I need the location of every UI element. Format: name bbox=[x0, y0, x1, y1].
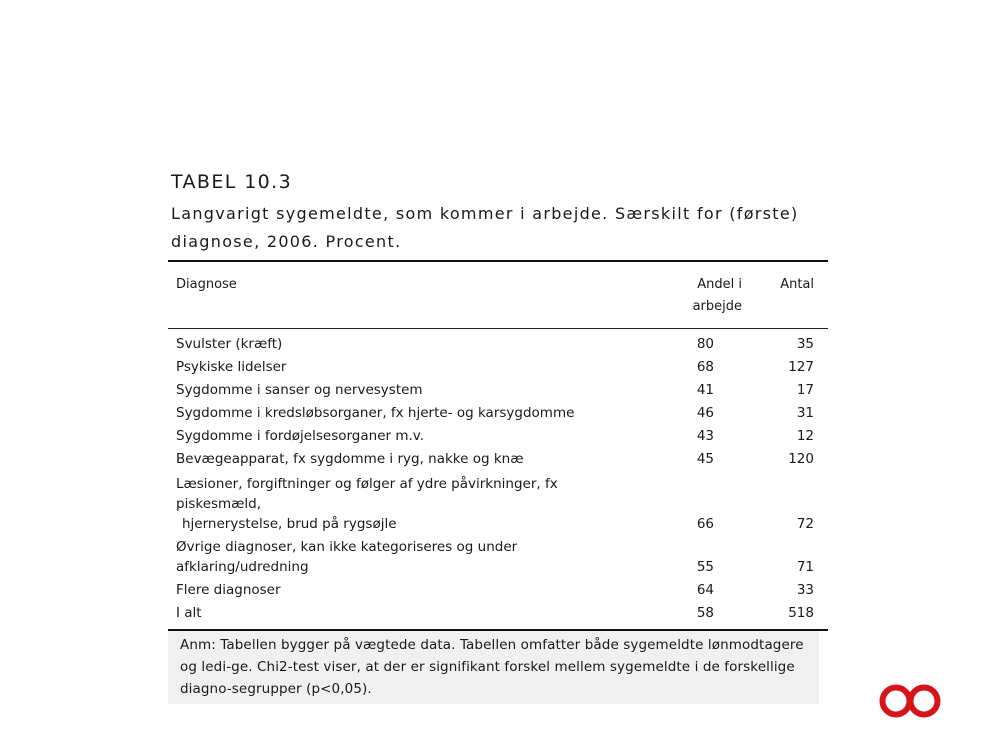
cell-diagnose: Sygdomme i kredsløbsorganer, fx hjerte- og karsygdomme bbox=[176, 404, 575, 421]
cell-diagnose: I alt bbox=[176, 605, 202, 621]
cell-diagnose-line2: hjernerystelse, brud på rygsøjle bbox=[182, 516, 397, 532]
cell-diagnose: Øvrige diagnoser, kan ikke kategoriseres og under afklaring/udredning bbox=[176, 539, 518, 575]
table-header-row bbox=[168, 262, 828, 329]
table-row-total bbox=[168, 602, 828, 625]
table-row bbox=[168, 447, 828, 470]
cell-antal: 12 bbox=[796, 427, 814, 444]
cell-diagnose: Sygdomme i sanser og nervesystem bbox=[176, 381, 423, 398]
cell-antal: 127 bbox=[788, 358, 814, 375]
table-block bbox=[168, 170, 828, 704]
table-note: Anm: Tabellen bygger på vægtede data. Tabellen omfatter både sygemeldte lønmodtagere og ledi-ge. Chi2-test viser, at der er signifikant forskel mellem sygemeldte i de forskellige diagno-segrupper (p<0,05). bbox=[168, 631, 819, 704]
cell-andel: 43 bbox=[696, 427, 714, 444]
table-row bbox=[168, 401, 828, 424]
table-row bbox=[168, 579, 828, 602]
table-row bbox=[168, 355, 828, 378]
cell-andel: 58 bbox=[696, 605, 714, 621]
cell-andel: 41 bbox=[696, 381, 714, 398]
cell-andel: 68 bbox=[696, 358, 714, 375]
cell-andel: 80 bbox=[696, 335, 714, 352]
cell-andel: 66 bbox=[696, 516, 714, 532]
table-title: Langvarigt sygemeldte, som kommer i arbejde. Særskilt for (første) diagnose, 2006. Procent. bbox=[171, 204, 799, 251]
cell-diagnose: Svulster (kræft) bbox=[176, 335, 283, 352]
double-ring-logo-icon bbox=[879, 684, 941, 718]
header-andel-line2: arbejde bbox=[692, 299, 742, 314]
cell-antal: 33 bbox=[796, 582, 814, 598]
table-body bbox=[168, 329, 828, 629]
table-row bbox=[168, 424, 828, 447]
cell-andel: 45 bbox=[696, 450, 714, 467]
data-table bbox=[168, 260, 828, 631]
cell-antal: 17 bbox=[796, 381, 814, 398]
cell-andel: 55 bbox=[696, 559, 714, 575]
cell-antal: 71 bbox=[796, 559, 814, 575]
table-number: TABEL 10.3 bbox=[171, 171, 293, 193]
table-row bbox=[168, 536, 828, 579]
header-antal: Antal bbox=[780, 277, 814, 292]
cell-diagnose: Bevægeapparat, fx sygdomme i ryg, nakke og knæ bbox=[176, 450, 524, 467]
cell-diagnose: Sygdomme i fordøjelsesorganer m.v. bbox=[176, 427, 425, 444]
cell-diagnose: Flere diagnoser bbox=[176, 582, 281, 598]
table-row bbox=[168, 378, 828, 401]
cell-antal: 31 bbox=[796, 404, 814, 421]
header-diagnose: Diagnose bbox=[176, 277, 237, 292]
cell-antal: 72 bbox=[796, 516, 814, 532]
cell-diagnose bbox=[168, 474, 642, 534]
cell-diagnose-line1: Læsioner, forgiftninger og følger af ydre påvirkninger, fx piskesmæld, bbox=[176, 476, 558, 512]
cell-antal: 120 bbox=[788, 450, 814, 467]
cell-antal: 518 bbox=[788, 605, 814, 621]
table-row bbox=[168, 470, 828, 536]
cell-andel: 64 bbox=[696, 582, 714, 598]
cell-diagnose: Psykiske lidelser bbox=[176, 358, 287, 375]
table-row bbox=[168, 332, 828, 355]
header-andel-line1: Andel i bbox=[697, 277, 742, 292]
cell-andel: 46 bbox=[696, 404, 714, 421]
cell-antal: 35 bbox=[796, 335, 814, 352]
header-andel bbox=[642, 274, 742, 318]
